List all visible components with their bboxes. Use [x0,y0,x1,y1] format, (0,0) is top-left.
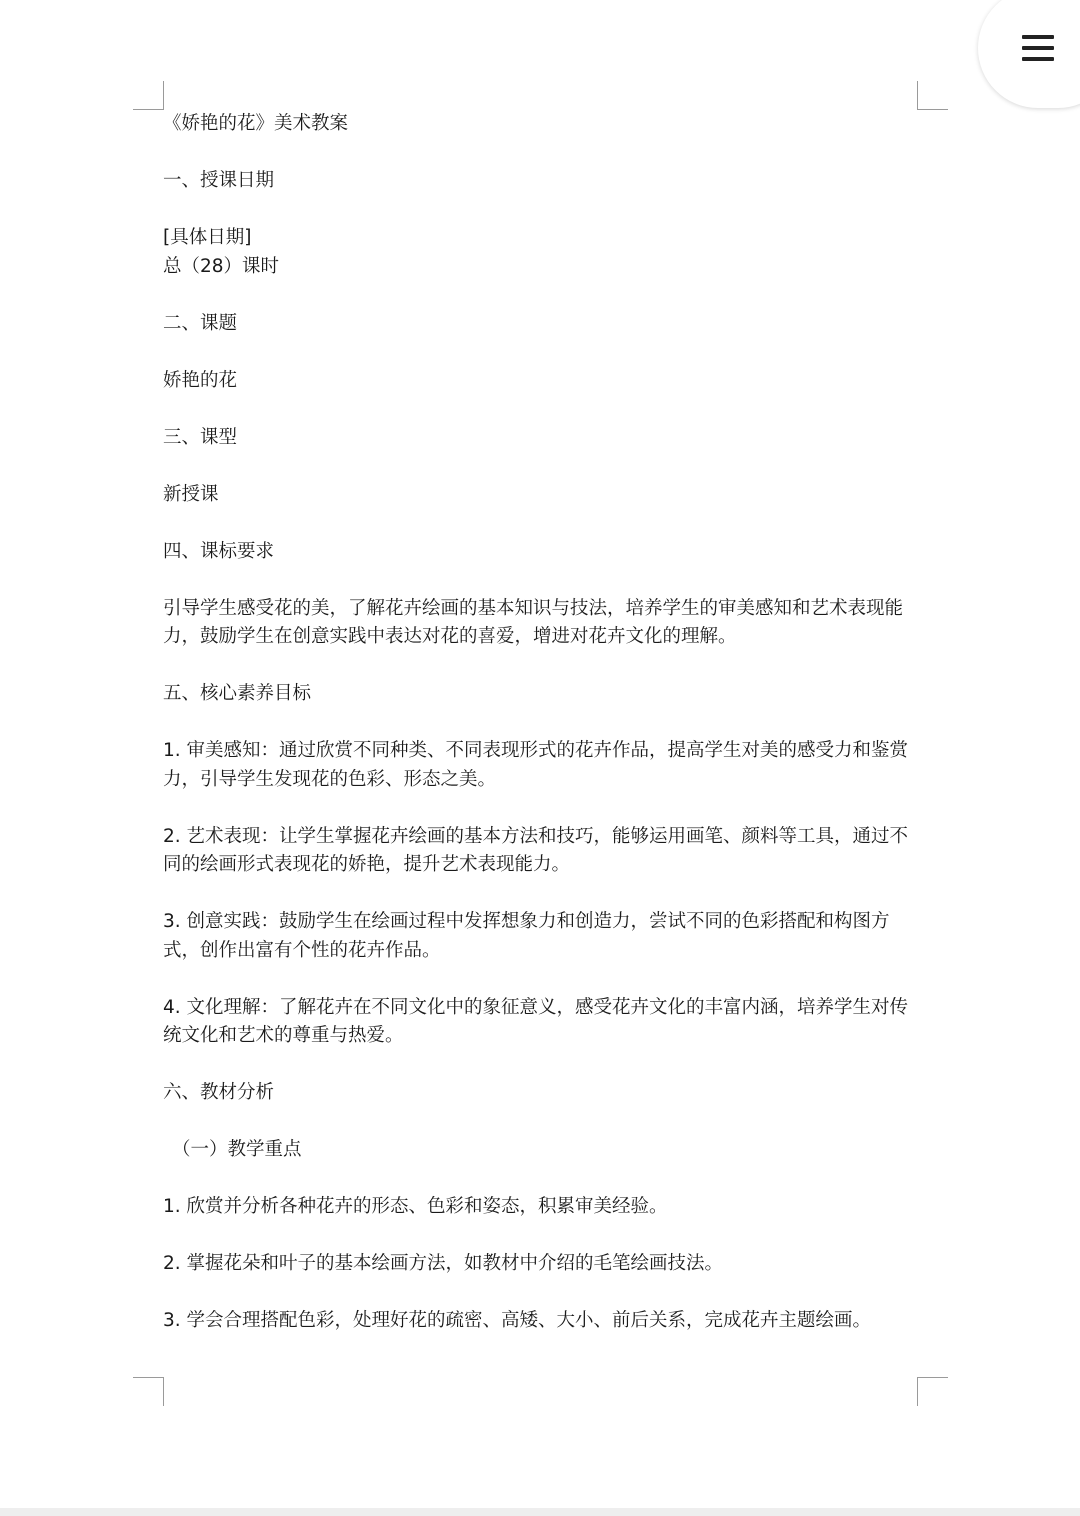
goal-item: 4. 文化理解：了解花卉在不同文化中的象征意义，感受花卉文化的丰富内涵，培养学生对传统文化和艺术的尊重与热爱。 [163,996,909,1046]
document-body [163,110,923,1364]
key-point-item: 2. 掌握花朵和叶子的基本绘画方法，如教材中介绍的毛笔绘画技法。 [163,1253,724,1274]
bottom-scroll-strip [0,1508,1080,1516]
topic-text: 娇艳的花 [163,369,238,391]
page-corner-mark-top-left [133,81,164,110]
goal-item: 3. 创意实践：鼓励学生在绘画过程中发挥想象力和创造力，尝试不同的色彩搭配和构图方式，创作出富有个性的花卉作品。 [163,911,890,961]
document-title: 《娇艳的花》美术教案 [163,113,349,134]
page-corner-mark-bottom-left [133,1377,164,1406]
section-heading-topic: 二、课题 [163,312,238,334]
date-placeholder: [具体日期] [163,227,252,248]
key-point-item: 1. 欣赏并分析各种花卉的形态、色彩和姿态，积累审美经验。 [163,1196,668,1217]
page-corner-mark-bottom-right [917,1377,948,1406]
section-heading-curriculum: 四、课标要求 [163,540,275,562]
section-heading-textbook-analysis: 六、教材分析 [163,1082,275,1103]
section-heading-date: 一、授课日期 [163,170,275,191]
section-heading-lesson-type: 三、课型 [163,426,238,448]
goal-item: 2. 艺术表现：让学生掌握花卉绘画的基本方法和技巧，能够运用画笔、颜料等工具，通过不同的绘画形式表现花的娇艳，提升艺术表现能力。 [163,825,909,875]
page-corner-mark-top-right [917,81,948,110]
section-heading-core-goals: 五、核心素养目标 [163,683,312,704]
goal-item: 1. 审美感知：通过欣赏不同种类、不同表现形式的花卉作品，提高学生对美的感受力和鉴赏力，引导学生发现花的色彩、形态之美。 [163,740,909,790]
hamburger-menu-icon [1022,35,1054,62]
key-point-item: 3. 学会合理搭配色彩，处理好花的疏密、高矮、大小、前后关系，完成花卉主题绘画。 [163,1310,872,1331]
subsection-heading-key-points: （一）教学重点 [172,1139,302,1160]
lesson-type-text: 新授课 [163,483,219,505]
total-hours: 总（28）课时 [163,255,280,277]
curriculum-requirement-text: 引导学生感受花的美，了解花卉绘画的基本知识与技法，培养学生的审美感知和艺术表现能力，鼓励学生在创意实践中表达对花的喜爱，增进对花卉文化的理解。 [163,597,904,647]
